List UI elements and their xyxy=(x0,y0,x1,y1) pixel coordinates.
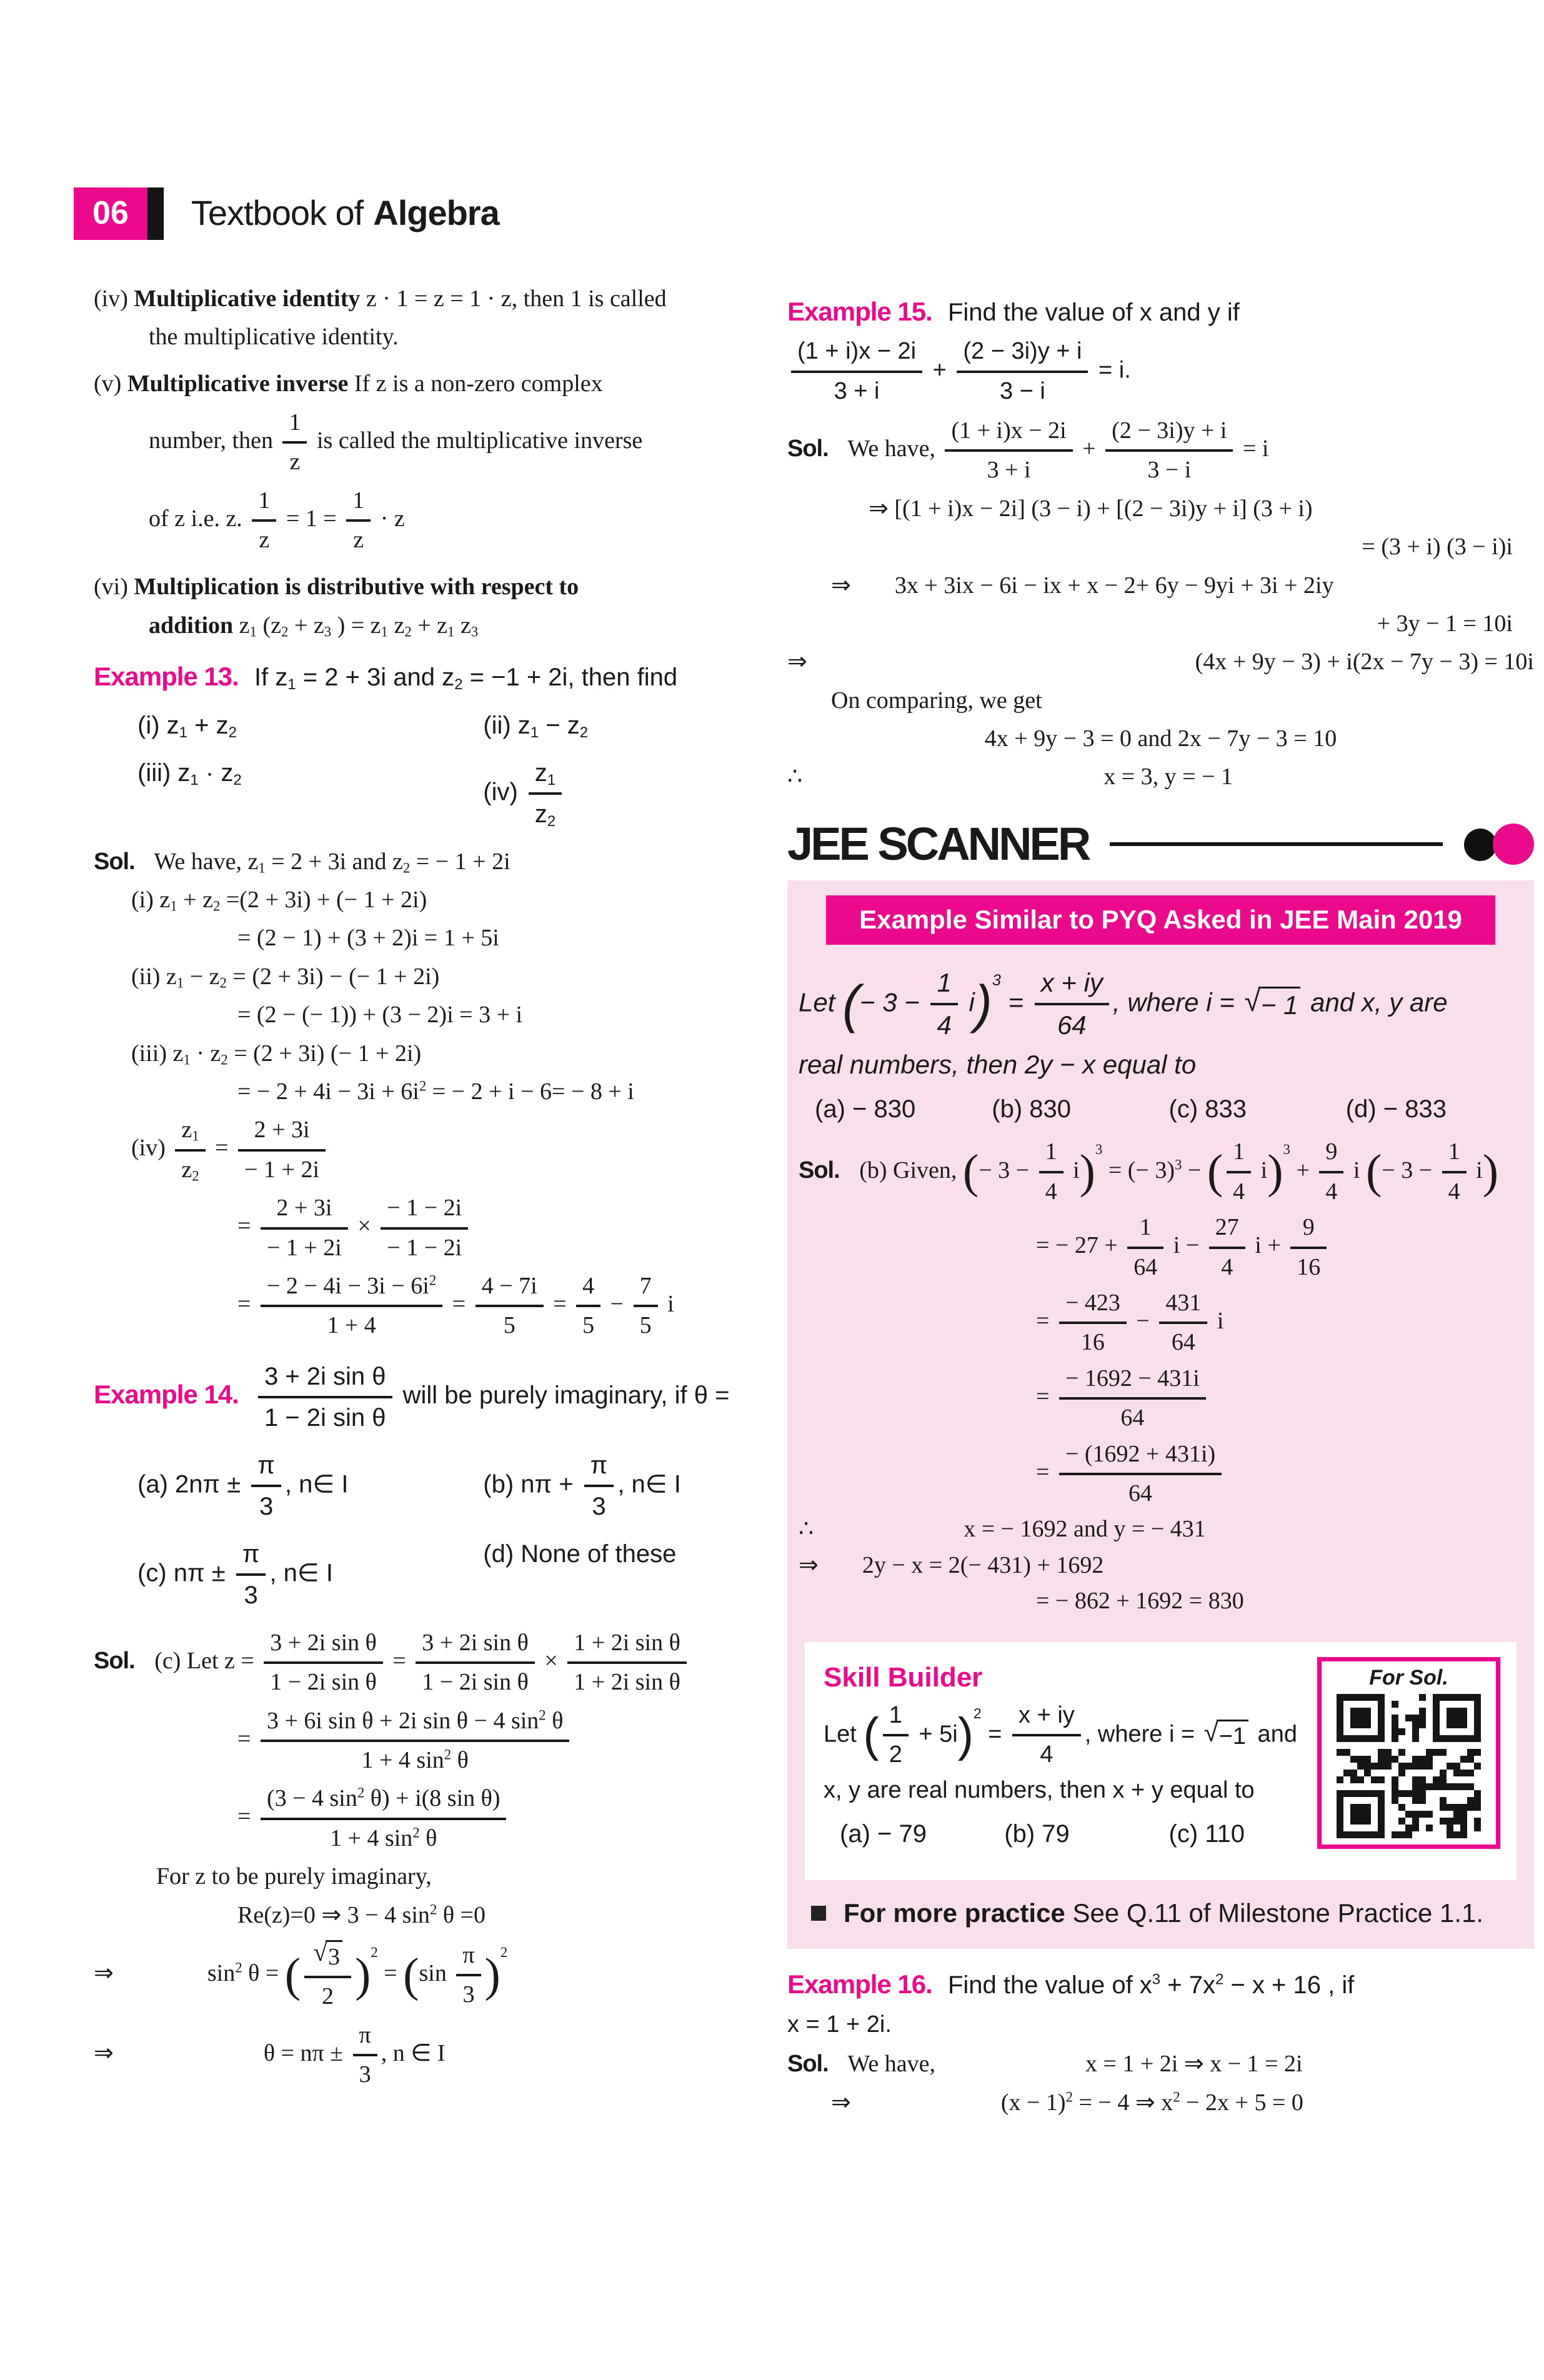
textbook-page xyxy=(0,187,1544,2380)
left-column xyxy=(94,276,755,2107)
example-label: Example 14. xyxy=(94,1380,239,1410)
solution-label: Sol. xyxy=(94,848,135,875)
page-title-bold: Algebra xyxy=(373,193,499,233)
math-line: ⇒ 2y − x = 2(− 431) + 1692 xyxy=(799,1551,1104,1578)
math-line: (c) Let z = $\frac{\text{3 + 2i sin θ}}{\text{1 − 2i sin θ}}$ = $\frac{\text{3 + 2i sin θ}}{\text{1 − 2i sin θ}}$ × $\frac{\text{1 + 2i sin θ}}{\text{1 + 2i sin θ}}$ xyxy=(154,1648,690,1674)
math-line: = (2 − 1) + (3 + 2)i = 1 + 5i xyxy=(237,925,499,952)
option-item: (a) 2nπ ± $\frac{\pi}{3}$ , n∈ I xyxy=(137,1449,483,1523)
jee-scanner-header xyxy=(787,814,1534,874)
solution-intro xyxy=(787,2049,1534,2079)
chapter-number: 06 xyxy=(74,187,147,240)
option-item: (c) 833 xyxy=(1168,1095,1247,1123)
math-line: = − 27 + $\frac{1}{64}$ i − $\frac{27}{4}$ i + $\frac{9}{16}$ xyxy=(799,1212,1523,1283)
example-heading xyxy=(787,295,1534,329)
math-line: ⇒ $(x - 1)^2$ = − 4 ⇒ $x^2 - 2x + 5 = 0$ xyxy=(831,2089,1303,2116)
option-item: (b) nπ + $\frac{\pi}{3}$ , n∈ I xyxy=(483,1449,755,1523)
scanner-question-line: Let (− 3 − $\frac{1}{4}$ i)$^3$ = $\frac{x + iy}{64}$ , where i = √ − 1 and x, y are xyxy=(799,966,1523,1043)
text-line: For z to be purely imaginary, xyxy=(156,1863,432,1890)
page-title xyxy=(191,187,499,240)
math-line: We have, $z_1 = 2 + 3i$ and $z_2$ = − 1 + 2i xyxy=(154,848,511,876)
skill-builder-card xyxy=(805,1642,1517,1880)
jee-scanner-title: JEE SCANNER xyxy=(787,817,1089,870)
math-line xyxy=(787,762,1534,792)
qr-code xyxy=(1327,1694,1491,1838)
solution-intro xyxy=(94,1628,755,1698)
math-line: ⇒ [(1 + i)x − 2i] (3 − i) + [(2 − 3i)y + i] (3 + i) xyxy=(869,495,1313,522)
math-line: (i) $z_1 + z_2 =(2 + 3i)$ + (− 1 + 2i) xyxy=(131,887,427,914)
skill-question-line: Let ( $\frac{1}{2}$ + 5i)$^2$ = $\frac{x + iy}{4}$ , where i = √ −1 and xyxy=(824,1700,1498,1771)
solution-label: Sol. xyxy=(94,1647,135,1674)
text-line: On comparing, we get xyxy=(831,687,1042,714)
solution-label: Sol. xyxy=(799,1157,840,1183)
option-item: (iii) $z_1 \cdot z_2$ xyxy=(137,759,242,789)
math-line: number, then $\frac{1}{z}$ is called the multiplicative inverse xyxy=(94,407,755,478)
math-line: = $\frac{3 + 6i \sin \theta + 2i \sin \theta - 4 \sin^2 \theta}{1 + 4 \sin^2 \theta}$ xyxy=(94,1706,755,1776)
text-line: (iv) Multiplicative identity z · 1 = z = 1 · z, then 1 is called xyxy=(94,285,667,312)
page-title-regular: Textbook of xyxy=(191,193,364,233)
text-line: (v) Multiplicative inverse If z is a non-zero complex xyxy=(94,371,603,397)
page-header xyxy=(74,187,1544,240)
math-line: (ii) $z_1 - z_2 = (2 + 3i)$ − (− 1 + 2i) xyxy=(131,963,440,991)
math-line: + 3y − 1 = 10i xyxy=(1377,610,1513,637)
option-item: (ii) $z_1 - z_2$ xyxy=(483,711,589,741)
example-14 xyxy=(94,1360,755,1619)
example-16 xyxy=(787,1968,1534,2040)
example-label: Example 15. xyxy=(787,296,932,326)
solution-intro xyxy=(94,847,755,877)
math-line: = − 862 + 1692 = 830 xyxy=(1036,1588,1244,1615)
math-line: (iv) $\frac{z_1}{z_2}$ = $\frac{2 + 3i}{- 1 + 2i}$ xyxy=(94,1115,755,1185)
math-line: (iii) $z_1 \cdot z_2 = (2 + 3i)$ (− 1 + 2i) xyxy=(131,1040,422,1068)
solution-label: Sol. xyxy=(787,2051,829,2078)
badge-tab-decoration xyxy=(147,187,164,240)
skill-builder-title: Skill Builder xyxy=(824,1661,983,1693)
math-line: (b) Given, (− 3 − $\frac{1}{4}$ i)$^3$ = (− 3)$^3$ − ( $\frac{1}{4}$ i)$^3$ + $\frac{9}{4}$ i (− 3 − $\frac{1}{4}$ i) xyxy=(859,1157,1498,1183)
theory-item-iv xyxy=(94,284,755,353)
solution-intro xyxy=(787,416,1534,486)
pyq-band-title: Example Similar to PYQ Asked in JEE Main 2019 xyxy=(826,895,1495,945)
math-line: = − $2 + 4i - 3i + 6i^2$ = − 2 + i − 6= − 8 + i xyxy=(237,1078,634,1105)
jee-scanner-panel xyxy=(787,880,1534,1949)
option-item: (d) None of these xyxy=(483,1540,677,1568)
solution-label: Sol. xyxy=(787,436,829,462)
math-expression: (4x + 9y − 3) + i(2x − 7y − 3) = 10i xyxy=(1195,649,1534,675)
scanner-dots-icon xyxy=(1464,824,1534,865)
math-line: $\frac{(1 + i)x - 2i}{3 + i}$ + $\frac{(2 - 3i)y + i}{3 - i}$ = i. xyxy=(787,336,1534,407)
theory-item-v xyxy=(94,369,755,555)
skill-question-line: x, y are real numbers, then x + y equal to xyxy=(824,1777,1255,1804)
math-line: Re(z)=0 ⇒ 3 − 4 $\sin^2 \theta =0$ xyxy=(237,1901,486,1928)
example-heading xyxy=(787,1968,1534,2002)
qr-caption: For Sol. xyxy=(1369,1665,1448,1690)
example-14-options xyxy=(94,1441,755,1619)
black-dot-icon xyxy=(1464,829,1497,861)
example-label: Example 13. xyxy=(94,662,239,692)
math-line: = (3 + i) (3 − i)i xyxy=(1362,534,1513,560)
example-question: Find the value of $x^3 + 7x^2 - x + 16$ , if xyxy=(947,1971,1355,1999)
example-question: $\frac{\text{3 + 2i sin θ}}{\text{1 − 2i sin θ}}$ will be purely imaginary, if θ = xyxy=(254,1382,730,1409)
option-item: (c) 110 xyxy=(1168,1820,1245,1848)
option-item: (a) − 830 xyxy=(815,1095,916,1123)
option-item: (i) $z_1 + z_2$ xyxy=(137,711,237,741)
math-line: ⇒ θ = nπ ± $\frac{\pi}{3}$ , n ∈ I xyxy=(94,2020,755,2091)
scanner-options xyxy=(799,1088,1523,1130)
option-item: (iv) $\frac{z_1}{z_2}$ xyxy=(483,757,755,830)
solution-13 xyxy=(94,847,755,1342)
math-line: We have, x = 1 + 2i ⇒ x − 1 = 2i xyxy=(847,2051,1303,2078)
math-line: 4x + 9y − 3 = 0 and 2x − 7y − 3 = 10 xyxy=(984,725,1337,752)
math-line: We have, $\frac{(1 + i)x - 2i}{3 + i}$ + $\frac{(2 - 3i)y + i}{3 - i}$ = i xyxy=(848,436,1269,462)
implies-symbol: ⇒ xyxy=(787,649,807,675)
option-item: (b) 830 xyxy=(992,1095,1071,1123)
example-question: Find the value of x and y if xyxy=(947,298,1240,326)
content-columns xyxy=(94,276,1534,2135)
example-question: If $z_1 = 2 + 3i$ and $z_2 = -1 + 2i$, then find xyxy=(254,664,678,694)
text-line: (vi) Multiplication is distributive with respect to xyxy=(94,574,579,600)
solution-16 xyxy=(787,2049,1534,2118)
example-heading xyxy=(94,660,755,694)
practice-text: For more practice See Q.11 of Milestone Practice 1.1. xyxy=(844,1898,1484,1928)
example-13 xyxy=(94,660,755,838)
math-line: = $\frac{- 1692 - 431i}{64}$ xyxy=(799,1363,1523,1434)
option-item: (c) nπ ± $\frac{\pi}{3}$ , n∈ I xyxy=(137,1538,483,1611)
scanner-question-line: real numbers, then 2y − x equal to xyxy=(799,1049,1197,1079)
text-line: the multiplicative identity. xyxy=(149,323,399,350)
math-line: addition $z_1$ ($z_2 + z_3$ ) = $z_1$ $z_2 + z_1$ $z_3$ xyxy=(149,612,479,640)
math-expression: x = 3, y = − 1 xyxy=(1103,764,1233,790)
solution-15 xyxy=(787,416,1534,793)
math-line: = $\frac{(3 - 4 \sin^2 \theta) + i(8 \sin \theta)}{1 + 4 \sin^2 \theta}$ xyxy=(94,1783,755,1854)
therefore-symbol: ∴ xyxy=(787,764,803,790)
square-bullet-icon xyxy=(811,1906,826,1921)
option-item: (d) − 833 xyxy=(1345,1095,1447,1123)
qr-box xyxy=(1317,1657,1500,1849)
decorative-line xyxy=(1110,842,1443,846)
math-line: = (2 − (− 1)) + (3 − 2)i = 3 + i xyxy=(237,1002,523,1028)
math-line: of z i.e. z. $\frac{1}{z}$ = 1 = $\frac{1}{z}$ · z xyxy=(94,485,755,556)
math-line: ⇒ 3x + 3ix − 6i − ix + x − 2+ 6y − 9yi + 3i + 2iy xyxy=(831,572,1334,599)
example-13-options xyxy=(94,702,755,838)
chapter-number-badge xyxy=(74,187,164,240)
solution-intro xyxy=(799,1137,1523,1207)
example-15 xyxy=(787,295,1534,407)
option-item: (b) 79 xyxy=(1004,1820,1070,1848)
math-line: = $\frac{- 423}{16}$ − $\frac{431}{64}$ i xyxy=(799,1288,1523,1358)
math-line: ⇒ $\sin^2 \theta$ = ( √ 3 2 )$^2$ = (sin $\frac{\pi}{3}$ )$^2$ xyxy=(94,1938,755,2013)
solution-14 xyxy=(94,1628,755,2091)
math-line: = $\frac{- (1692 + 431i)}{64}$ xyxy=(799,1439,1523,1510)
scanner-solution xyxy=(799,1137,1523,1616)
pink-dot-icon xyxy=(1493,824,1534,865)
math-line: = $\frac{- 2 - 4i - 3i - 6i^2}{1 + 4}$ = $\frac{4 - 7i}{5}$ = $\frac{4}{5}$ − $\frac{7}{5}$ i xyxy=(94,1271,755,1342)
example-label: Example 16. xyxy=(787,1969,932,1999)
option-item: (a) − 79 xyxy=(840,1820,927,1848)
math-line: ∴ x = − 1692 and y = − 431 xyxy=(799,1516,1206,1543)
example-question-line: x = 1 + 2i. xyxy=(787,2011,892,2038)
example-heading xyxy=(94,1360,755,1434)
theory-item-vi xyxy=(94,572,755,641)
practice-note xyxy=(811,1896,1510,1931)
math-line: = $\frac{2 + 3i}{- 1 + 2i}$ × $\frac{- 1 - 2i}{- 1 - 2i}$ xyxy=(94,1193,755,1263)
math-line xyxy=(787,647,1534,677)
right-column xyxy=(787,276,1534,2135)
